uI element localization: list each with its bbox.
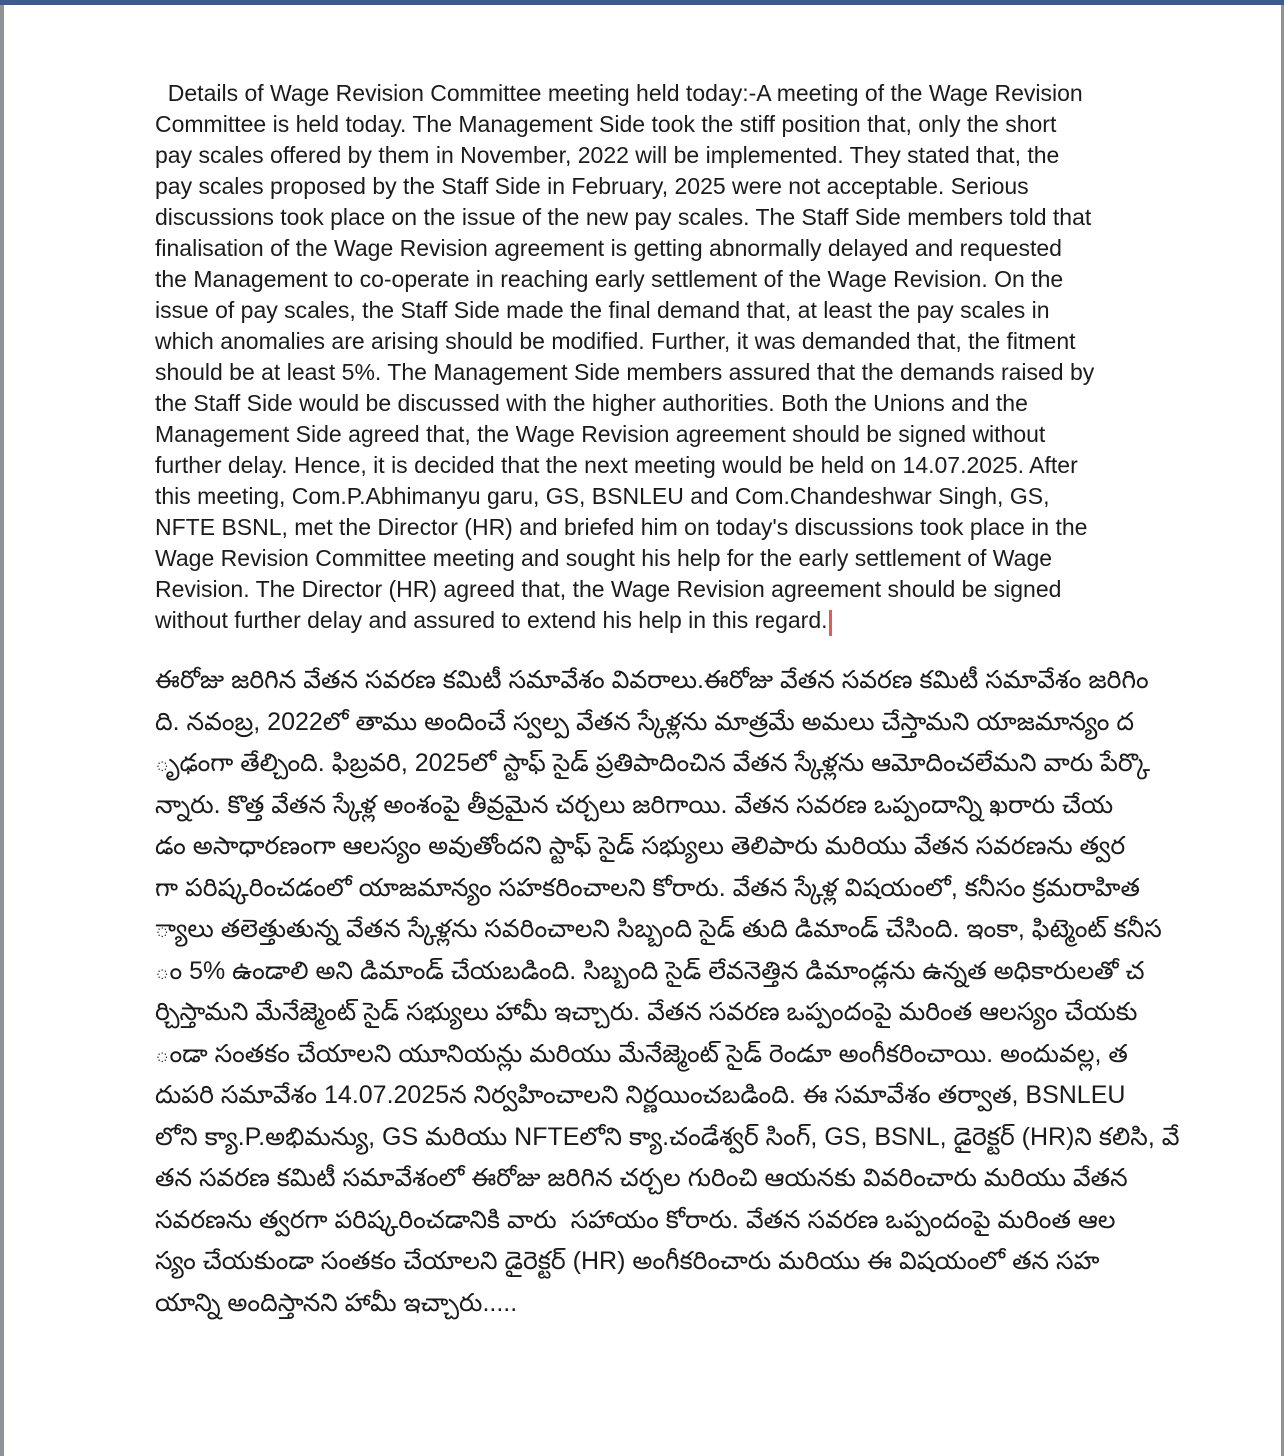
text-line: దుపరి సమావేశం 14.07.2025న నిర్వహించాలని నిర్ణయించబడింది. ఈ సమావేశం తర్వాత, BSNLEU [155, 1081, 1126, 1109]
english-paragraph [155, 78, 1094, 636]
text-line: Details of Wage Revision Committee meeting held today:-A meeting of the Wage Revision [155, 80, 1083, 106]
text-line: without further delay and assured to extend his help in this regard. [155, 605, 1094, 636]
text-line: should be at least 5%. The Management Side members assured that the demands raised by [155, 359, 1095, 385]
text-line: ర్చిస్తామని మేనేజ్మెంట్ సైడ్ సభ్యులు హామీ ఇచ్చారు. వేతన సవరణ ఒప్పందంపై మరింత ఆలస్యం చేయకు [155, 998, 1138, 1026]
text-line: స్యం చేయకుండా సంతకం చేయాలని డైరెక్టర్ (HR) అంగీకరించారు మరియు ఈ విషయంలో తన సహ [155, 1247, 1100, 1275]
text-line: pay scales proposed by the Staff Side in February, 2025 were not acceptable. Serious [155, 173, 1029, 199]
text-line: డం అసాధారణంగా ఆలస్యం అవుతోందని స్టాఫ్ సైడ్ సభ్యులు తెలిపారు మరియు వేతన సవరణను త్వర [155, 832, 1126, 860]
document-text-area[interactable] [155, 0, 1180, 1456]
text-line: pay scales offered by them in November, 2022 will be implemented. They stated that, the [155, 142, 1060, 168]
text-line: గా పరిష్కరించడంలో యాజమాన్యం సహకరించాలని కోరారు. వేతన స్కేళ్ల విషయంలో, కనీసం క్రమరాహిత [155, 873, 1140, 902]
text-line: Revision. The Director (HR) agreed that, the Wage Revision agreement should be signed [155, 576, 1062, 602]
text-cursor [829, 610, 832, 636]
text-line: further delay. Hence, it is decided that the next meeting would be held on 14.07.2025. After [155, 452, 1078, 478]
text-line: ్యాలు తలెత్తుతున్న వేతన స్కేళ్లను సవరించాలని సిబ్బంది సైడ్ తుది డిమాండ్ చేసింది. ఇంకా, ఫిట్మెంట్ కనీస [155, 915, 1162, 943]
text-line: ండా సంతకం చేయాలని యూనియన్లు మరియు మేనేజ్మెంట్ సైడ్ రెండూ అంగీకరించాయి. అందువల్ల, త [155, 1039, 1128, 1068]
text-line: తన సవరణ కమిటీ సమావేశంలో ఈరోజు జరిగిన చర్చల గురించి ఆయనకు వివరించారు మరియు వేతన [155, 1164, 1128, 1192]
text-line: ృఢంగా తేల్చింది. ఫిబ్రవరి, 2025లో స్టాఫ్ సైడ్ ప్రతిపాదించిన వేతన స్కేళ్లను ఆమోదించలేమని వారు పేర్కొ [155, 749, 1151, 777]
text-line: ం 5% ఉండాలి అని డిమాండ్ చేయబడింది. సిబ్బంది సైడ్ లేవనెత్తిన డిమాండ్లను ఉన్నత అధికారులతో చ [155, 956, 1145, 985]
text-line: Wage Revision Committee meeting and sought his help for the early settlement of Wage [155, 545, 1053, 571]
text-line: Committee is held today. The Management Side took the stiff position that, only the short [155, 111, 1057, 137]
text-line: సవరణను త్వరగా పరిష్కరించడానికి వారు సహాయం కోరారు. వేతన సవరణ ఒప్పందంపై మరింత ఆల [155, 1205, 1116, 1234]
text-line: issue of pay scales, the Staff Side made the final demand that, at least the pay scales in [155, 297, 1050, 323]
text-line: న్నారు. కొత్త వేతన స్కేళ్ల అంశంపై తీవ్రమైన చర్చలు జరిగాయి. వేతన సవరణ ఒప్పందాన్ని ఖరారు చేయ [155, 790, 1114, 819]
text-line: ఈరోజు జరిగిన వేతన సవరణ కమిటీ సమావేశం వివరాలు.ఈరోజు వేతన సవరణ కమిటీ సమావేశం జరిగిం [155, 666, 1149, 694]
text-line: the Management to co-operate in reaching early settlement of the Wage Revision. On the [155, 266, 1064, 292]
telugu-paragraph [155, 660, 1180, 1324]
text-line: యాన్ని అందిస్తానని హామీ ఇచ్చారు..... [155, 1288, 518, 1317]
text-line: this meeting, Com.P.Abhimanyu garu, GS, BSNLEU and Com.Chandeshwar Singh, GS, [155, 483, 1050, 509]
text-line: లోని క్యా.P.అభిమన్యు, GS మరియు NFTEలోని క్యా.చండేశ్వర్ సింగ్, GS, BSNL, డైరెక్టర్ (HR)ని కలిసి, వే [155, 1122, 1180, 1151]
window-left-edge [0, 5, 4, 1456]
text-line: the Staff Side would be discussed with the higher authorities. Both the Unions and the [155, 390, 1028, 416]
text-line: finalisation of the Wage Revision agreement is getting abnormally delayed and requested [155, 235, 1062, 261]
text-line: NFTE BSNL, met the Director (HR) and briefed him on today's discussions took place in the [155, 514, 1088, 540]
text-line: which anomalies are arising should be modified. Further, it was demanded that, the fitment [155, 328, 1076, 354]
text-line: ది. నవంబ్ర, 2022లో తాము అందించే స్వల్ప వేతన స్కేళ్లను మాత్రమే అమలు చేస్తామని యాజమాన్యం ద [155, 707, 1134, 736]
text-line: discussions took place on the issue of the new pay scales. The Staff Side members told that [155, 204, 1092, 230]
text-line: Management Side agreed that, the Wage Revision agreement should be signed without [155, 421, 1046, 447]
